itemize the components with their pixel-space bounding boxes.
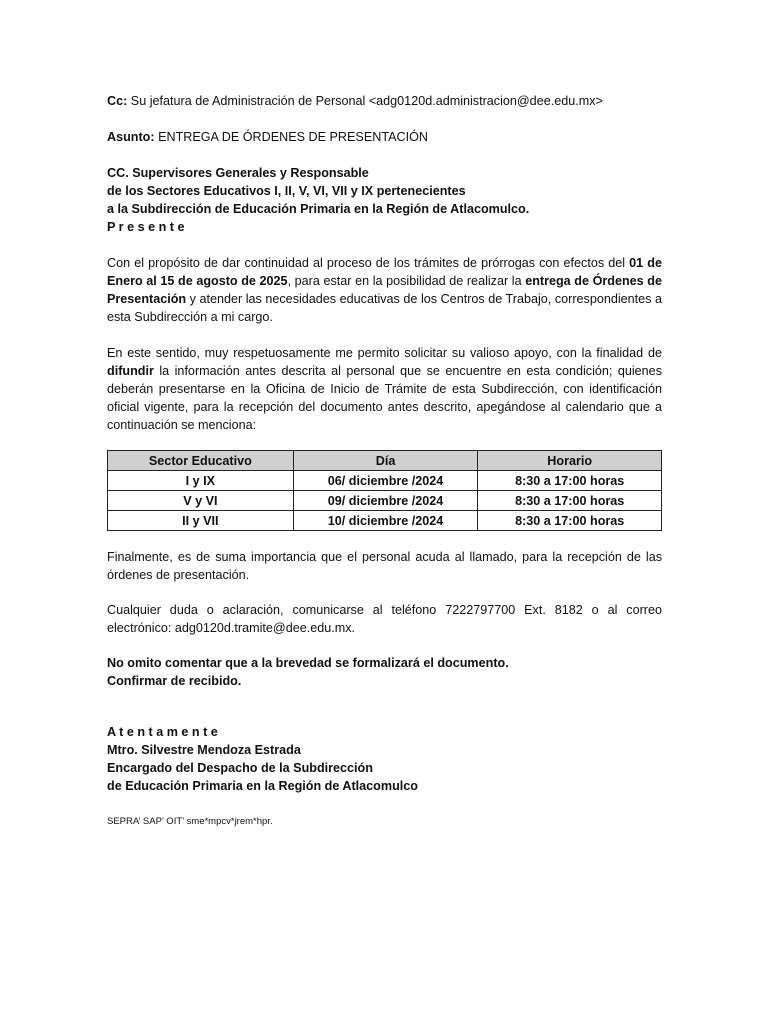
- cell-dia: 10/ diciembre /2024: [293, 511, 478, 531]
- paragraph-2: [107, 344, 662, 434]
- addressee-line-3: a la Subdirección de Educación Primaria en la Región de Atlacomulco.: [107, 202, 530, 216]
- asunto-label: Asunto:: [107, 130, 155, 144]
- p1-text-1: Con el propósito de dar continuidad al proceso de los trámites de prórrogas con efectos del: [107, 256, 630, 270]
- signer-title-2: de Educación Primaria en la Región de Atlacomulco: [107, 779, 418, 793]
- paragraph-1: [107, 254, 662, 326]
- p2-text-2: la información antes descrita al personal que se encuentre en esta condición; quienes deberán presentarse en la Oficina de Inicio de Trámite de esta Subdirección, con identificación oficial vigente, para la recepción del documento antes descrito, apegándose al calendario que a continuación se menciona:: [107, 364, 662, 432]
- signer-name: Mtro. Silvestre Mendoza Estrada: [107, 743, 301, 757]
- p1-bold-dates: 01 de Enero al 15 de agosto de 2025: [107, 256, 662, 288]
- cell-dia: 06/ diciembre /2024: [293, 471, 478, 491]
- cc-text: Su jefatura de Administración de Personal <adg0120d.administracion@dee.edu.mx>: [127, 94, 603, 108]
- asunto-line: [107, 128, 662, 146]
- asunto-text: ENTREGA DE ÓRDENES DE PRESENTACIÓN: [154, 130, 428, 144]
- cell-dia: 09/ diciembre /2024: [293, 491, 478, 511]
- header-dia: Día: [293, 451, 478, 471]
- cell-sector: V y VI: [108, 491, 294, 511]
- table-header-row: [108, 451, 662, 471]
- paragraph-3: Finalmente, es de suma importancia que el personal acuda al llamado, para la recepción de las órdenes de presentación.: [107, 550, 662, 582]
- p2-text-1: En este sentido, muy respetuosamente me permito solicitar su valioso apoyo, con la finalidad de: [107, 346, 662, 360]
- cell-horario: 8:30 a 17:00 horas: [478, 471, 662, 491]
- addressee-line-2: de los Sectores Educativos I, II, V, VI, VII y IX pertenecientes: [107, 184, 466, 198]
- cc-line: [107, 92, 662, 110]
- table-row: [108, 491, 662, 511]
- cell-horario: 8:30 a 17:00 horas: [478, 511, 662, 531]
- table-row: [108, 511, 662, 531]
- closing-block: [107, 654, 662, 690]
- presente-label: P r e s e n t e: [107, 220, 185, 234]
- cell-sector: I y IX: [108, 471, 294, 491]
- cell-sector: II y VII: [108, 511, 294, 531]
- letter-content: [107, 92, 662, 831]
- p2-bold-difundir: difundir: [107, 364, 154, 378]
- header-horario: Horario: [478, 451, 662, 471]
- signature-block: [107, 723, 662, 795]
- cc-label: Cc:: [107, 94, 128, 108]
- addressee-block: [107, 164, 662, 236]
- paragraph-4: Cualquier duda o aclaración, comunicarse al teléfono 7222797700 Ext. 8182 o al correo electrónico: adg0120d.tramite@dee.edu.mx.: [107, 603, 662, 635]
- p1-text-2: , para estar en la posibilidad de realizar la: [287, 274, 526, 288]
- p1-text-3: y atender las necesidades educativas de los Centros de Trabajo, correspondientes a esta Subdirección a mi cargo.: [107, 292, 662, 324]
- signer-title-1: Encargado del Despacho de la Subdirección: [107, 761, 373, 775]
- cell-horario: 8:30 a 17:00 horas: [478, 491, 662, 511]
- closing-line-2: Confirmar de recibido.: [107, 674, 242, 688]
- header-sector: Sector Educativo: [108, 451, 294, 471]
- atentamente-label: A t e n t a m e n t e: [107, 725, 218, 739]
- p1-bold-entrega: entrega de Órdenes de Presentación: [107, 274, 662, 306]
- closing-line-1: No omito comentar que a la brevedad se formalizará el documento.: [107, 656, 509, 670]
- addressee-line-1: CC. Supervisores Generales y Responsable: [107, 166, 369, 180]
- table-row: [108, 471, 662, 491]
- schedule-table: [107, 450, 662, 531]
- reference-initials: SEPRA’ SAP’ OIT’ sme*mpcv*jrem*hpr.: [107, 816, 273, 827]
